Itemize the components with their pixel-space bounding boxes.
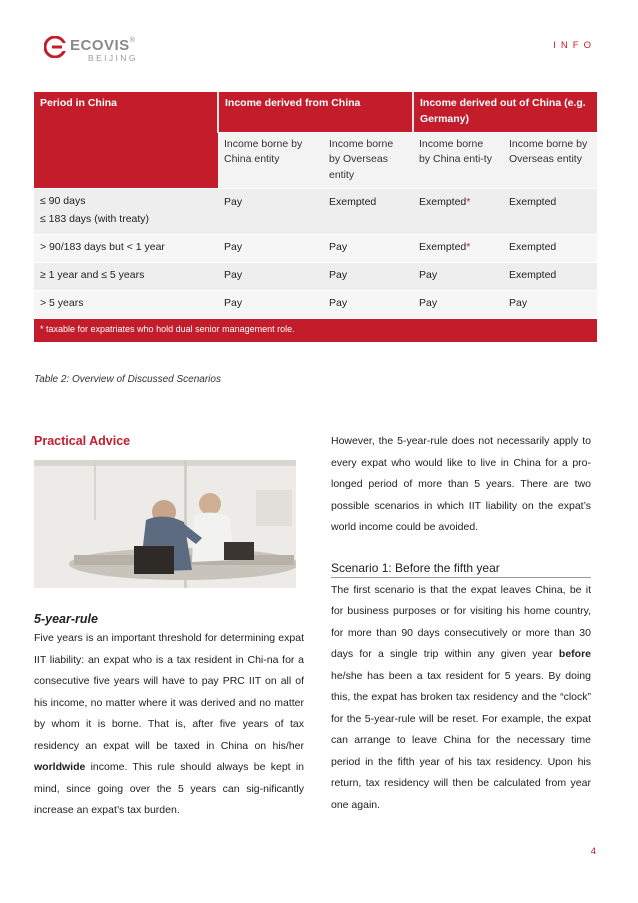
photo-illustration	[34, 460, 296, 588]
rule-paragraph: Five years is an important threshold for determining expat IIT liability: an expat who is a tax resident in Chi-na for a consecutive five years will have to pay PRC IIT on all of his income, no matter where it was derived and no matter by whom it is borne. That is, after five years of tax residency an expat will be taxed in China on his/her worldwide income. This rule should always be kept in mind, since going over the 5 years can sig-nificantly increase an expat’s tax burden.	[34, 632, 304, 816]
rule-heading: 5-year-rule	[34, 612, 98, 626]
cell-value: Exempted	[323, 188, 413, 234]
section-title: Practical Advice	[34, 434, 131, 448]
cell-value: Exempted*	[413, 234, 503, 262]
table-row	[34, 262, 597, 290]
business-meeting-photo	[34, 460, 296, 588]
cell-value: Pay	[323, 234, 413, 262]
subheader-4: Income borne by Overseas entity	[503, 132, 597, 188]
section-label: INFO	[553, 40, 596, 51]
table-row	[34, 234, 597, 262]
scenario-table	[34, 92, 597, 343]
left-column	[34, 434, 304, 822]
cell-value: Pay	[218, 234, 323, 262]
cell-value: Pay	[323, 262, 413, 290]
cell-value: Pay	[218, 262, 323, 290]
cell-value: Exempted*	[413, 188, 503, 234]
cell-period: ≤ 183 days (with treaty)	[34, 210, 218, 234]
cell-value: Pay	[323, 290, 413, 318]
subheader-2: Income borne by Overseas entity	[323, 132, 413, 188]
intro-paragraph: However, the 5-year-rule does not necessarily apply to every expat who would like to live in China for a pro-longed period of more than 5 years. There are two possible scenarios in which IIT liability on the expat’s world income could be avoided.	[331, 435, 591, 533]
table-row	[34, 290, 597, 318]
table-footnote: * taxable for expatriates who hold dual senior management role.	[34, 318, 597, 342]
table-row	[34, 188, 597, 210]
subheader-1: Income borne by China entity	[218, 132, 323, 188]
cell-value: Pay	[503, 290, 597, 318]
logo-text: ECOVIS®	[70, 37, 136, 54]
table-caption: Table 2: Overview of Discussed Scenarios	[34, 374, 221, 385]
cell-period: > 90/183 days but < 1 year	[34, 234, 218, 262]
header-period: Period in China	[34, 92, 218, 188]
table-footnote-row	[34, 318, 597, 342]
cell-value: Pay	[218, 188, 323, 234]
scenario-paragraph: The first scenario is that the expat leaves China, be it for business purposes or for visiting his home country, for more than 90 days consecutively or more than 30 days for a single trip within any given year before he/she has been a tax resident for 5 years. By doing this, the expat has broken tax residency and the “clock” for the 5-year-rule will be reset. For example, the expat can arrange to leave China for the necessary time period in the fifth year of his tax residency. Upon his return, tax residency will then be calculated from year one again.	[331, 583, 591, 811]
cell-value: Exempted	[503, 234, 597, 262]
subheader-3: Income borne by China enti-ty	[413, 132, 503, 188]
ecovis-logo-icon	[44, 36, 66, 58]
cell-value: Pay	[413, 262, 503, 290]
cell-period: > 5 years	[34, 290, 218, 318]
cell-period: ≥ 1 year and ≤ 5 years	[34, 262, 218, 290]
page-number: 4	[590, 846, 596, 857]
cell-value: Exempted	[503, 262, 597, 290]
ecovis-logo	[44, 34, 164, 68]
header-income-china: Income derived from China	[218, 92, 413, 132]
cell-value: Pay	[218, 290, 323, 318]
logo-subtitle: BEIJING	[88, 53, 138, 63]
cell-period: ≤ 90 days	[34, 188, 218, 210]
scenario-heading: Scenario 1: Before the fifth year	[331, 561, 591, 578]
cell-value: Pay	[413, 290, 503, 318]
cell-value: Exempted	[503, 188, 597, 234]
header-income-abroad: Income derived out of China (e.g. Germany)	[413, 92, 597, 132]
right-column	[331, 434, 591, 816]
